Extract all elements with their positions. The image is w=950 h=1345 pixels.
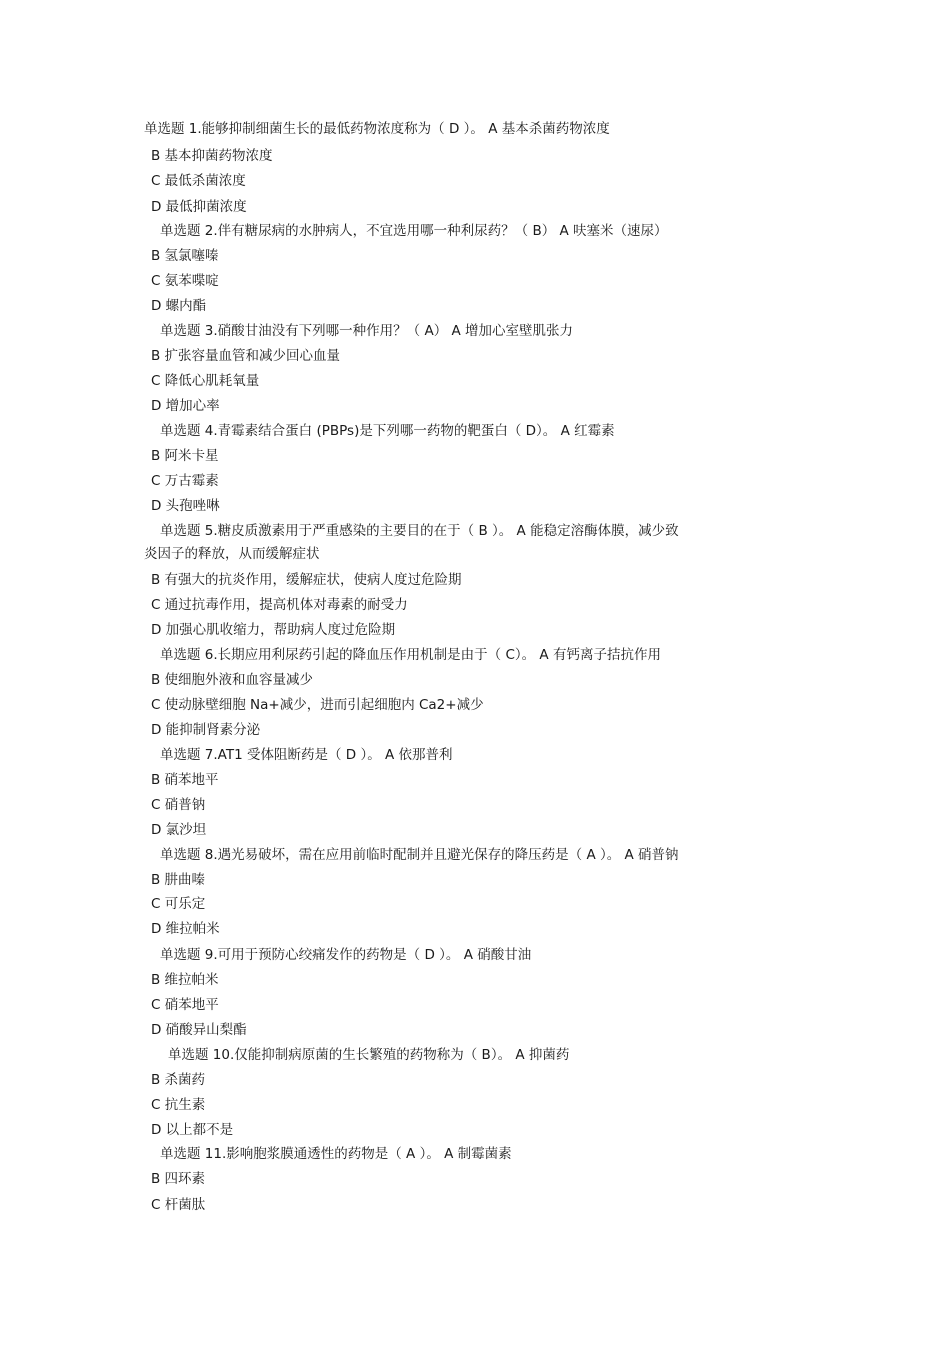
option-line: D 加强心肌收缩力，帮助病人度过危险期 <box>151 622 396 638</box>
question-line: 单选题 9.可用于预防心绞痛发作的药物是（ D ）。 A 硝酸甘油 <box>160 947 532 963</box>
question-line: 单选题 5.糖皮质激素用于严重感染的主要目的在于（ B ）。 A 能稳定溶酶体膜，减少致 <box>160 523 679 539</box>
option-line: B 四环素 <box>151 1171 206 1187</box>
option-line: C 万古霉素 <box>151 473 219 489</box>
question-line: 单选题 10.仅能抑制病原菌的生长繁殖的药物称为（ B）。 A 抑菌药 <box>168 1047 570 1063</box>
option-line: B 阿米卡星 <box>151 448 219 464</box>
question-line: 单选题 11.影响胞浆膜通透性的药物是（ A ）。 A 制霉菌素 <box>160 1146 512 1162</box>
option-line: C 降低心肌耗氧量 <box>151 373 260 389</box>
option-line: B 基本抑菌药物浓度 <box>151 148 273 164</box>
option-line: B 杀菌药 <box>151 1072 206 1088</box>
option-line: B 维拉帕米 <box>151 972 219 988</box>
question-line: 单选题 8.遇光易破坏，需在应用前临时配制并且避光保存的降压药是（ A ）。 A 硝普钠 <box>160 847 679 863</box>
option-line: D 增加心率 <box>151 398 220 414</box>
option-line: B 硝苯地平 <box>151 772 219 788</box>
option-line: C 硝苯地平 <box>151 997 219 1013</box>
option-line: C 抗生素 <box>151 1097 206 1113</box>
question-line: 单选题 1.能够抑制细菌生长的最低药物浓度称为（ D ）。 A 基本杀菌药物浓度 <box>144 121 610 137</box>
option-line: C 使动脉壁细胞 Na+减少，进而引起细胞内 Ca2+减少 <box>151 697 484 713</box>
option-line: B 使细胞外液和血容量减少 <box>151 672 314 688</box>
question-line: 单选题 7.AT1 受体阻断药是（ D ）。 A 依那普利 <box>160 747 453 763</box>
option-line: B 扩张容量血管和减少回心血量 <box>151 348 341 364</box>
option-line: C 可乐定 <box>151 896 206 912</box>
question-line: 单选题 2.伴有糖尿病的水肿病人，不宜选用哪一种利尿药？（ B） A 呋塞米（速尿） <box>160 223 668 239</box>
option-line: C 通过抗毒作用，提高机体对毒素的耐受力 <box>151 597 408 613</box>
option-line: B 肼曲嗪 <box>151 872 206 888</box>
option-line: D 维拉帕米 <box>151 921 220 937</box>
option-line: D 硝酸异山梨酯 <box>151 1022 247 1038</box>
option-line: B 氢氯噻嗪 <box>151 248 219 264</box>
option-line: C 硝普钠 <box>151 797 206 813</box>
question-line: 单选题 6.长期应用利尿药引起的降血压作用机制是由于（ C）。 A 有钙离子拮抗作用 <box>160 647 661 663</box>
question-continuation: 炎因子的释放，从而缓解症状 <box>144 546 320 562</box>
option-line: D 氯沙坦 <box>151 822 207 838</box>
question-line: 单选题 4.青霉素结合蛋白 (PBPs)是下列哪一药物的靶蛋白（ D）。 A 红霉素 <box>160 423 615 439</box>
option-line: D 以上都不是 <box>151 1122 234 1138</box>
option-line: D 最低抑菌浓度 <box>151 199 247 215</box>
option-line: D 能抑制肾素分泌 <box>151 722 261 738</box>
option-line: D 螺内酯 <box>151 298 207 314</box>
option-line: C 氨苯喋啶 <box>151 273 219 289</box>
question-line: 单选题 3.硝酸甘油没有下列哪一种作用？（ A） A 增加心室壁肌张力 <box>160 323 574 339</box>
option-line: D 头孢唑啉 <box>151 498 220 514</box>
option-line: B 有强大的抗炎作用，缓解症状，使病人度过危险期 <box>151 572 462 588</box>
option-line: C 杆菌肽 <box>151 1197 206 1213</box>
option-line: C 最低杀菌浓度 <box>151 173 246 189</box>
